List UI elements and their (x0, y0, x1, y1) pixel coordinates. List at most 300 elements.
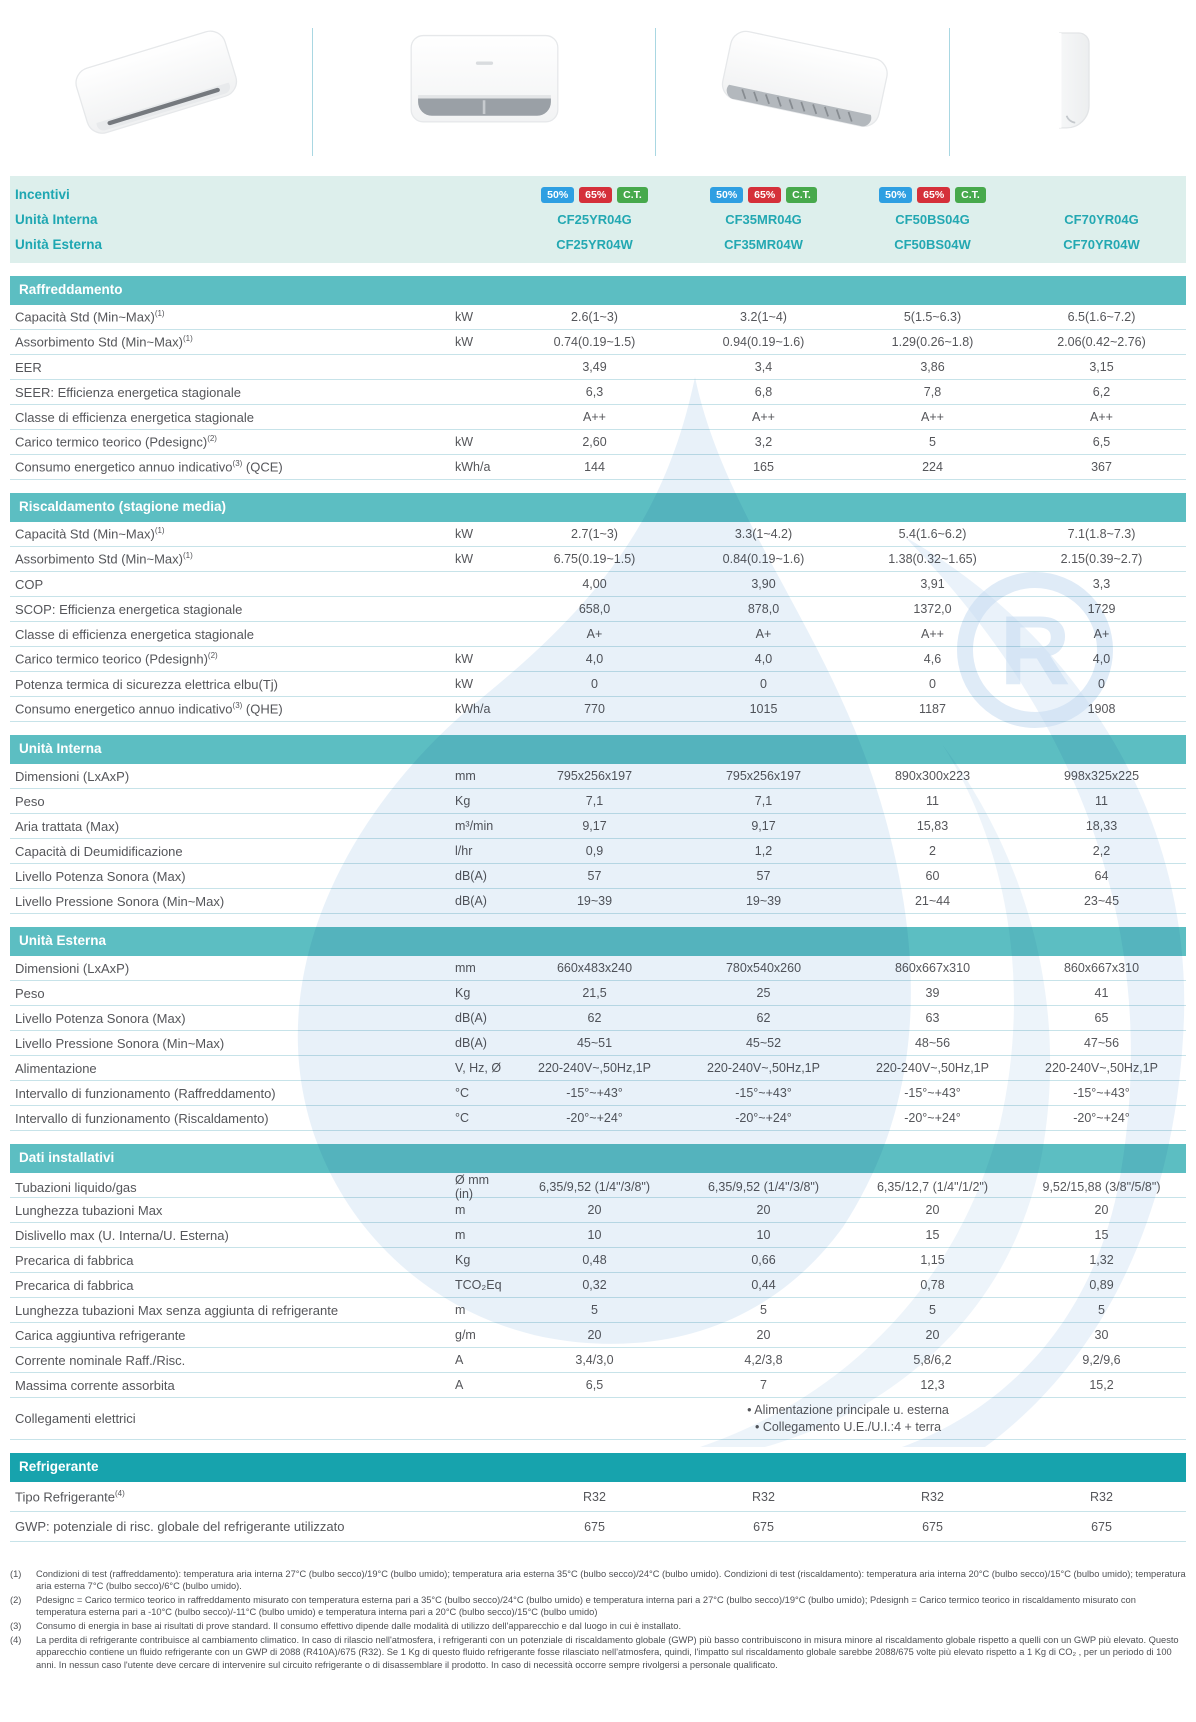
row-value-1: 0,9 (585, 844, 604, 858)
watermark-registered-r: R (999, 595, 1071, 705)
row-label (10, 459, 425, 474)
table-row (10, 1173, 1186, 1201)
row-value-2: 25 (756, 986, 771, 1000)
row-value-3: 5 (929, 1303, 936, 1317)
row-label-text: Carico termico teorico (Pdesignh) (15, 651, 208, 667)
table-row (10, 430, 1186, 455)
row-label (10, 360, 425, 375)
row-value-4: 2,2 (1092, 844, 1111, 858)
row-label-text: Alimentazione (15, 1060, 97, 1076)
row-value-2: 4,0 (754, 652, 773, 666)
row-value-1: 10 (587, 1228, 602, 1242)
row-label (10, 1111, 425, 1126)
row-label-text: Capacità Std (Min~Max) (15, 309, 155, 325)
row-value-3: 5 (929, 435, 936, 449)
row-label-text: Intervallo di funzionamento (Raffreddamento) (15, 1085, 276, 1101)
row-label (10, 794, 425, 809)
footnote-marker: (3) (10, 1621, 22, 1632)
row-unit: kWh/a (455, 702, 491, 716)
row-label-text: Massima corrente assorbita (15, 1377, 175, 1393)
row-unit: A (455, 1378, 464, 1392)
ac-unit-angled-right-illustration (700, 14, 907, 152)
table-row (10, 622, 1186, 647)
row-label (10, 1203, 425, 1218)
row-value-4: 2.15(0.39~2.7) (1060, 552, 1143, 566)
row-value-2: 1015 (749, 702, 778, 716)
row-label (10, 602, 425, 617)
row-label-text: Dimensioni (LxAxP) (15, 768, 130, 784)
row-label-text: Assorbimento Std (Min~Max) (15, 551, 183, 567)
row-label (10, 1180, 425, 1195)
row-value-3: 1187 (919, 702, 946, 716)
row-label (10, 701, 425, 716)
table-row (10, 1273, 1186, 1298)
row-value-4: 65 (1094, 1011, 1109, 1025)
row-unit: TCO₂Eq (455, 1278, 502, 1292)
footnote-ref: (1) (182, 551, 193, 561)
row-value-1: 144 (584, 460, 605, 474)
row-value-4: 5 (1098, 1303, 1105, 1317)
row-label-text: Capacità Std (Min~Max) (15, 526, 155, 542)
row-value-4: 1908 (1087, 702, 1116, 716)
row-label-text: Capacità di Deumidificazione (15, 843, 183, 859)
row-value-3: 675 (922, 1519, 943, 1534)
row-value-2: 1,2 (754, 844, 773, 858)
table-row (10, 405, 1186, 430)
section-title-riscaldamento-stagione-media: Riscaldamento (stagione media) (10, 493, 1186, 522)
row-value-4: 11 (1095, 794, 1108, 808)
row-value-2: 0,66 (751, 1253, 776, 1267)
row-value-2: 220-240V~,50Hz,1P (707, 1061, 820, 1075)
outdoor-model-2: CF35MR04W (724, 237, 803, 252)
incentives-row (10, 182, 1186, 207)
footnote-text: Consumo di energia in base ai risultati di prove standard. Il consumo effettivo dipende dalle modalità di utilizzo dell'apparecchio e dal luogo in cui è installato. (36, 1621, 682, 1632)
table-row (10, 1512, 1186, 1542)
row-value-4: 220-240V~,50Hz,1P (1045, 1061, 1158, 1075)
row-unit: dB(A) (455, 894, 487, 908)
row-label-text: SCOP: Efficienza energetica stagionale (15, 601, 243, 617)
row-label (10, 1278, 425, 1293)
row-value-2: 165 (753, 460, 774, 474)
row-unit: dB(A) (455, 1036, 487, 1050)
row-label (10, 1328, 425, 1343)
row-label-text: Tubazioni liquido/gas (15, 1179, 137, 1195)
row-value-3: 20 (925, 1328, 940, 1342)
incentives-label: Incentivi (15, 187, 70, 202)
row-label-text: Peso (15, 793, 45, 809)
footnote-marker: (1) (10, 1569, 22, 1579)
row-label (10, 1303, 425, 1318)
table-row (10, 789, 1186, 814)
row-label-text: Precarica di fabbrica (15, 1277, 134, 1293)
table-row (10, 1031, 1186, 1056)
table-row (10, 547, 1186, 572)
row-value-3: 20 (925, 1203, 940, 1217)
row-value-1: 62 (587, 1011, 602, 1025)
row-unit: kW (455, 677, 474, 691)
row-value-4: 0 (1098, 677, 1105, 691)
row-unit: mm (455, 769, 476, 783)
indoor-model-2: CF35MR04G (725, 212, 802, 227)
row-value-1: 45~51 (576, 1036, 613, 1050)
table-row (10, 380, 1186, 405)
row-value-3: 48~56 (914, 1036, 951, 1050)
row-value-4: 3,3 (1092, 577, 1111, 591)
row-value-1: 658,0 (578, 602, 611, 616)
row-value-1: R32 (583, 1489, 606, 1504)
row-label-suffix: (QCE) (242, 459, 283, 475)
row-label (10, 1036, 425, 1051)
row-value-3: 224 (922, 460, 943, 474)
row-value-4: A+ (1093, 627, 1110, 641)
row-label (10, 1489, 425, 1504)
row-label-text: Assorbimento Std (Min~Max) (15, 334, 183, 350)
table-row (10, 672, 1186, 697)
table-row (10, 572, 1186, 597)
row-label (10, 410, 425, 425)
row-label (10, 961, 425, 976)
section-unit-interna (10, 735, 1186, 914)
row-value-1: 2.7(1~3) (571, 527, 618, 541)
row-value-3: 60 (925, 869, 940, 883)
row-value-2: 6,35/9,52 (1/4"/3/8") (707, 1180, 820, 1194)
row-label (10, 1228, 425, 1243)
outdoor-model-3: CF50BS04W (894, 237, 971, 252)
row-value-4: 2.06(0.42~2.76) (1057, 335, 1146, 349)
section-refrigerante (10, 1453, 1186, 1542)
row-value-1: 660x483x240 (556, 961, 633, 975)
product-images (0, 4, 1196, 162)
section-dati-installativi (10, 1144, 1186, 1440)
row-value-4: -15°~+43° (1073, 1086, 1130, 1100)
row-label (10, 1353, 425, 1368)
row-value-4: 18,33 (1085, 819, 1118, 833)
row-value-2: 3.2(1~4) (740, 310, 787, 324)
incentive-badge-65pct: 65% (917, 187, 950, 203)
row-value-3: R32 (921, 1489, 944, 1504)
table-row (10, 1223, 1186, 1248)
footnote-marker: (2) (10, 1595, 22, 1606)
table-row (10, 1348, 1186, 1373)
table-row (10, 889, 1186, 914)
footnote-ref: (1) (154, 526, 165, 536)
table-row (10, 330, 1186, 355)
footnote-ref: (2) (207, 651, 218, 661)
row-unit: V, Hz, Ø (455, 1061, 502, 1075)
row-value-3: 63 (925, 1011, 940, 1025)
row-value-4: -20°~+24° (1073, 1111, 1130, 1125)
row-label-text: Corrente nominale Raff./Risc. (15, 1352, 186, 1368)
row-value-1: A+ (586, 627, 603, 641)
row-label (10, 551, 425, 566)
row-value-2: 62 (756, 1011, 771, 1025)
row-value-1: 2,60 (582, 435, 607, 449)
row-value-4: 15,2 (1089, 1378, 1114, 1392)
row-value-4: 47~56 (1083, 1036, 1120, 1050)
footnote-ref: (3) (232, 701, 243, 711)
row-value-3: 860x667x310 (894, 961, 971, 975)
table-row (10, 1323, 1186, 1348)
section-riscaldamento-stagione-media (10, 493, 1186, 722)
row-label (10, 627, 425, 642)
row-value-4: 9,52/15,88 (3/8"/5/8") (1042, 1180, 1161, 1194)
table-row (10, 956, 1186, 981)
table-row (10, 1198, 1186, 1223)
row-value-4: A++ (1090, 410, 1113, 424)
incentive-badges-col-3 (848, 187, 1017, 203)
row-unit: mm (455, 961, 476, 975)
row-value-1: 2.6(1~3) (571, 310, 618, 324)
row-value-2: 6,8 (754, 385, 773, 399)
row-label (10, 844, 425, 859)
row-value-2: 45~52 (745, 1036, 782, 1050)
row-label (10, 434, 425, 449)
row-label-text: SEER: Efficienza energetica stagionale (15, 384, 241, 400)
row-label-text: Classe di efficienza energetica stagionale (15, 409, 254, 425)
row-label (10, 1519, 425, 1534)
row-label-text: Intervallo di funzionamento (Riscaldamento) (15, 1110, 269, 1126)
row-unit: A (455, 1353, 464, 1367)
row-value-1: 675 (584, 1519, 605, 1534)
row-value-1: 6.75(0.19~1.5) (553, 552, 636, 566)
table-row (10, 1006, 1186, 1031)
row-value-3: 39 (925, 986, 940, 1000)
row-value-2: 0,44 (751, 1278, 776, 1292)
row-unit: l/hr (455, 844, 473, 858)
table-row (10, 764, 1186, 789)
footnote-ref: (1) (182, 334, 193, 344)
row-value-4: 3,15 (1089, 360, 1114, 374)
row-value-1: 220-240V~,50Hz,1P (538, 1061, 651, 1075)
section-title-raffreddamento: Raffreddamento (10, 276, 1186, 305)
row-value-3: 5(1.5~6.3) (903, 310, 962, 324)
row-value-2: A++ (752, 410, 775, 424)
row-value-1: 20 (587, 1203, 602, 1217)
row-value-2: 3,2 (754, 435, 773, 449)
table-row (10, 455, 1186, 480)
section-title-unit-interna: Unità Interna (10, 735, 1186, 764)
row-value-1: 7,1 (585, 794, 604, 808)
row-value-4: 15 (1094, 1228, 1109, 1242)
row-value-2: A+ (755, 627, 772, 641)
indoor-unit-row-label: Unità Interna (15, 212, 98, 227)
row-value-1: 795x256x197 (556, 769, 633, 783)
row-unit: °C (455, 1111, 470, 1125)
row-value-3: 3,91 (920, 577, 945, 591)
row-value-1: 19~39 (576, 894, 613, 908)
row-value-2: 675 (753, 1519, 774, 1534)
product-image-4 (950, 4, 1196, 162)
row-value-1: 57 (587, 869, 602, 883)
row-label (10, 986, 425, 1001)
row-value-2: 4,2/3,8 (744, 1353, 783, 1367)
section-title-refrigerante: Refrigerante (10, 1453, 1186, 1482)
row-label (10, 1011, 425, 1026)
row-label-text: Aria trattata (Max) (15, 818, 120, 834)
row-label (10, 677, 425, 692)
row-label (10, 651, 425, 666)
row-label-text: Peso (15, 985, 45, 1001)
row-value-1: 6,5 (585, 1378, 604, 1392)
row-unit: °C (455, 1086, 470, 1100)
indoor-model-4: CF70YR04G (1064, 212, 1139, 227)
row-value-4: 41 (1094, 986, 1109, 1000)
row-label (10, 1061, 425, 1076)
row-value-2: 780x540x260 (725, 961, 802, 975)
row-value-2: 7 (760, 1378, 767, 1392)
table-row (10, 814, 1186, 839)
row-value-4: 4,0 (1092, 652, 1111, 666)
row-unit: dB(A) (455, 869, 487, 883)
row-label-text: Dimensioni (LxAxP) (15, 960, 130, 976)
row-unit: kW (455, 335, 474, 349)
incentive-badge-ct: C.T. (617, 187, 648, 203)
row-value-1: 3,4/3,0 (575, 1353, 614, 1367)
row-value-1: 0,32 (582, 1278, 607, 1292)
row-unit: kW (455, 527, 474, 541)
row-value-2: 0 (760, 677, 767, 691)
outdoor-model-4: CF70YR04W (1063, 237, 1140, 252)
row-value-3: 15,83 (916, 819, 949, 833)
row-value-3: 5.4(1.6~6.2) (898, 527, 967, 541)
row-value-2: 20 (756, 1203, 771, 1217)
footnote-marker: (4) (10, 1635, 22, 1646)
row-unit: kW (455, 310, 474, 324)
row-value-3: 3,86 (920, 360, 945, 374)
footnote-ref: (1) (154, 309, 165, 319)
table-row (10, 1056, 1186, 1081)
row-label-text: GWP: potenziale di risc. globale del refrigerante utilizzato (15, 1519, 345, 1534)
outdoor-models-row (10, 232, 1186, 257)
row-value-4: 7.1(1.8~7.3) (1067, 527, 1136, 541)
ac-unit-angled-left-illustration (53, 14, 260, 152)
footnote-ref: (3) (232, 459, 243, 469)
row-label-text: Collegamenti elettrici (15, 1411, 136, 1426)
row-unit: kW (455, 652, 474, 666)
row-label (10, 334, 425, 349)
row-value-2: 20 (756, 1328, 771, 1342)
row-value-3: 12,3 (920, 1378, 945, 1392)
row-value-1: 3,49 (582, 360, 607, 374)
incentive-badge-50pct: 50% (541, 187, 574, 203)
row-value-4: 6.5(1.6~7.2) (1067, 310, 1136, 324)
row-label-text: EER (15, 359, 42, 375)
table-row (10, 1298, 1186, 1323)
row-span-value (510, 1400, 1186, 1438)
row-value-4: 1729 (1087, 602, 1116, 616)
indoor-model-1: CF25YR04G (557, 212, 632, 227)
row-label-text: Precarica di fabbrica (15, 1252, 134, 1268)
row-value-1: 770 (584, 702, 605, 716)
row-unit: kWh/a (455, 460, 491, 474)
row-unit: Kg (455, 794, 471, 808)
row-value-2: 7,1 (754, 794, 773, 808)
incentive-badges-col-1 (510, 187, 679, 203)
row-value-3: 0,78 (920, 1278, 945, 1292)
row-value-1: 21,5 (582, 986, 607, 1000)
row-value-1: 4,00 (582, 577, 607, 591)
row-span-line: • Alimentazione principale u. esterna (747, 1402, 949, 1417)
row-value-2: 3,90 (751, 577, 776, 591)
footnote-3 (10, 1620, 1186, 1632)
row-value-2: 19~39 (745, 894, 782, 908)
footnote-ref: (2) (207, 434, 217, 444)
ac-unit-front-illustration (381, 14, 588, 152)
section-title-dati-installativi: Dati installativi (10, 1144, 1186, 1173)
row-label-text: Tipo Refrigerante (15, 1489, 115, 1505)
row-label-text: Livello Potenza Sonora (Max) (15, 868, 186, 884)
row-value-3: 21~44 (914, 894, 951, 908)
row-value-2: 9,17 (751, 819, 776, 833)
footnote-ref: (4) (114, 1488, 125, 1498)
row-value-3: 890x300x223 (894, 769, 971, 783)
section-raffreddamento (10, 276, 1186, 480)
row-value-2: -20°~+24° (735, 1111, 792, 1125)
row-value-1: 0 (591, 677, 598, 691)
row-unit: kW (455, 435, 474, 449)
footnotes (10, 1568, 1186, 1671)
footnote-4 (10, 1634, 1186, 1670)
row-label (10, 869, 425, 884)
incentive-badge-65pct: 65% (579, 187, 612, 203)
table-row (10, 1373, 1186, 1398)
row-unit: Ø mm (in) (455, 1173, 490, 1201)
row-value-3: 1372,0 (913, 602, 952, 616)
row-unit: m (455, 1228, 466, 1242)
table-row (10, 1248, 1186, 1273)
row-value-4: 20 (1094, 1203, 1109, 1217)
row-label (10, 1253, 425, 1268)
section-title-unit-esterna: Unità Esterna (10, 927, 1186, 956)
table-row (10, 647, 1186, 672)
row-label (10, 385, 425, 400)
row-value-1: 20 (587, 1328, 602, 1342)
row-label (10, 309, 425, 324)
row-value-4: 6,5 (1092, 435, 1111, 449)
row-value-3: -15°~+43° (904, 1086, 961, 1100)
row-value-2: 3.3(1~4.2) (734, 527, 793, 541)
row-label-text: Lunghezza tubazioni Max (15, 1202, 163, 1218)
row-label (10, 894, 425, 909)
row-label (10, 819, 425, 834)
row-value-2: 57 (756, 869, 771, 883)
row-value-4: 6,2 (1092, 385, 1111, 399)
row-value-2: 795x256x197 (725, 769, 802, 783)
row-value-2: 10 (756, 1228, 771, 1242)
row-value-4: 9,2/9,6 (1082, 1353, 1121, 1367)
row-unit: m³/min (455, 819, 494, 833)
outdoor-unit-row-label: Unità Esterna (15, 237, 103, 252)
row-label (10, 1378, 425, 1393)
row-value-3: 7,8 (923, 385, 942, 399)
row-unit: Kg (455, 1253, 471, 1267)
row-label-text: Potenza termica di sicurezza elettrica elbu(Tj) (15, 676, 278, 692)
row-value-3: 0 (929, 677, 936, 691)
row-value-4: 367 (1091, 460, 1112, 474)
row-label-text: Classe di efficienza energetica stagionale (15, 626, 254, 642)
row-value-2: 878,0 (747, 602, 780, 616)
row-unit: m (455, 1303, 466, 1317)
table-row (10, 1398, 1186, 1440)
product-image-3 (656, 4, 950, 162)
table-row (10, 1106, 1186, 1131)
row-value-1: 0.74(0.19~1.5) (553, 335, 636, 349)
row-unit: dB(A) (455, 1011, 487, 1025)
row-value-4: R32 (1090, 1489, 1113, 1504)
product-image-1 (0, 4, 313, 162)
row-label (10, 526, 425, 541)
row-label-suffix: (QHE) (242, 701, 283, 717)
